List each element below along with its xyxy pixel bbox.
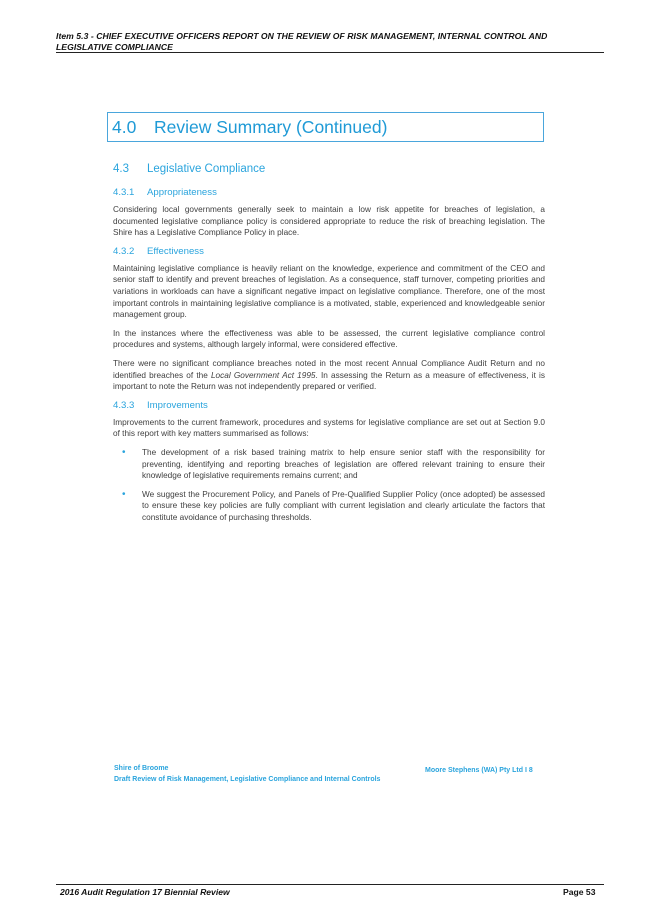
- agenda-footer-title: 2016 Audit Regulation 17 Biennial Review: [60, 887, 230, 897]
- appropriateness-number: 4.3.1: [113, 187, 135, 198]
- appropriateness-heading: [113, 187, 545, 199]
- effectiveness-number: 4.3.2: [113, 245, 135, 257]
- effectiveness-heading: [113, 246, 545, 258]
- bullet-icon: •: [122, 446, 126, 458]
- improvements-title: Improvements: [147, 399, 208, 411]
- list-item: [113, 489, 545, 524]
- improvements-number: 4.3.3: [113, 399, 135, 411]
- act-name: Local Government Act 1995: [210, 370, 316, 380]
- appropriateness-title: Appropriateness: [147, 187, 217, 198]
- report-footer: [114, 763, 380, 785]
- effectiveness-p3-end: . In assessing the Return as a measure of effectiveness, it is important to note the Return was not independently prepared or verified.: [113, 370, 545, 392]
- subsection-number: 4.3: [113, 163, 129, 175]
- section-title: Review Summary (Continued): [154, 116, 388, 137]
- effectiveness-paragraph-3: [113, 358, 545, 393]
- effectiveness-title: Effectiveness: [147, 245, 204, 257]
- agenda-item-header: Item 5.3 - CHIEF EXECUTIVE OFFICERS REPORT ON THE REVIEW OF RISK MANAGEMENT, INTERNAL CONTROL AND LEGISLATIVE COMPLIANCE: [56, 31, 548, 52]
- list-item-text: We suggest the Procurement Policy, and Panels of Pre-Qualified Supplier Policy (once adopted) be assessed to ensure these key policies are fully compliant with current legislation and clearly articulate the factors that constitute avoidance of purchasing thresholds.: [142, 489, 545, 522]
- improvements-intro: Improvements to the current framework, procedures and systems for legislative compliance are set out at Section 9.0 of this report with key matters summarised as follows:: [113, 417, 545, 439]
- effectiveness-paragraph-2: In the instances where the effectiveness was able to be assessed, the current legislative compliance control procedures and systems, although largely informal, were considered effective.: [113, 328, 545, 350]
- subsection-heading: [113, 163, 545, 179]
- effectiveness-paragraph-1: Maintaining legislative compliance is heavily reliant on the knowledge, experience and commitment of the CEO and senior staff to identify and prevent breaches of legislation. As a consequence, staff turnover, competing priorities and variations in workloads can have a significant negative impact on legislative compliance. Therefore, one of the most important controls in maintaining legislative compliance is a motivated, stable, experienced and knowledgeable senior management group.: [113, 263, 545, 320]
- section-heading-box: [107, 112, 544, 142]
- improvements-heading: [113, 400, 545, 412]
- header-divider: [56, 52, 604, 53]
- improvements-list: [113, 447, 545, 524]
- footer-firm-page: Moore Stephens (WA) Pty Ltd I 8: [425, 767, 533, 774]
- bullet-icon: •: [122, 488, 126, 500]
- subsection-title: Legislative Compliance: [147, 163, 266, 175]
- footer-document-title: Draft Review of Risk Management, Legislative Compliance and Internal Controls: [114, 776, 381, 783]
- footer-divider: [56, 884, 604, 885]
- effectiveness-p3-start: There were no significant compliance breaches noted in the most recent Annual Compliance Audit Return and no identified breaches of the: [113, 358, 545, 380]
- page-number: Page 53: [563, 887, 596, 897]
- footer-organisation: Shire of Broome: [114, 765, 169, 772]
- appropriateness-paragraph: Considering local governments generally seek to maintain a low risk appetite for breaches of legislation, a documented legislative compliance policy is considered appropriate to reduce the risk of breaching legislation. The Shire has a Legislative Compliance Policy in place.: [113, 205, 545, 238]
- list-item-text: The development of a risk based training matrix to help ensure senior staff with the responsibility for preventing, identifying and reporting breaches of legislation are offered relevant training to ensure their knowledge of legislative requirements remains current; and: [142, 447, 545, 481]
- report-body: [113, 163, 545, 530]
- section-number: 4.0: [112, 116, 137, 137]
- list-item: [113, 447, 545, 482]
